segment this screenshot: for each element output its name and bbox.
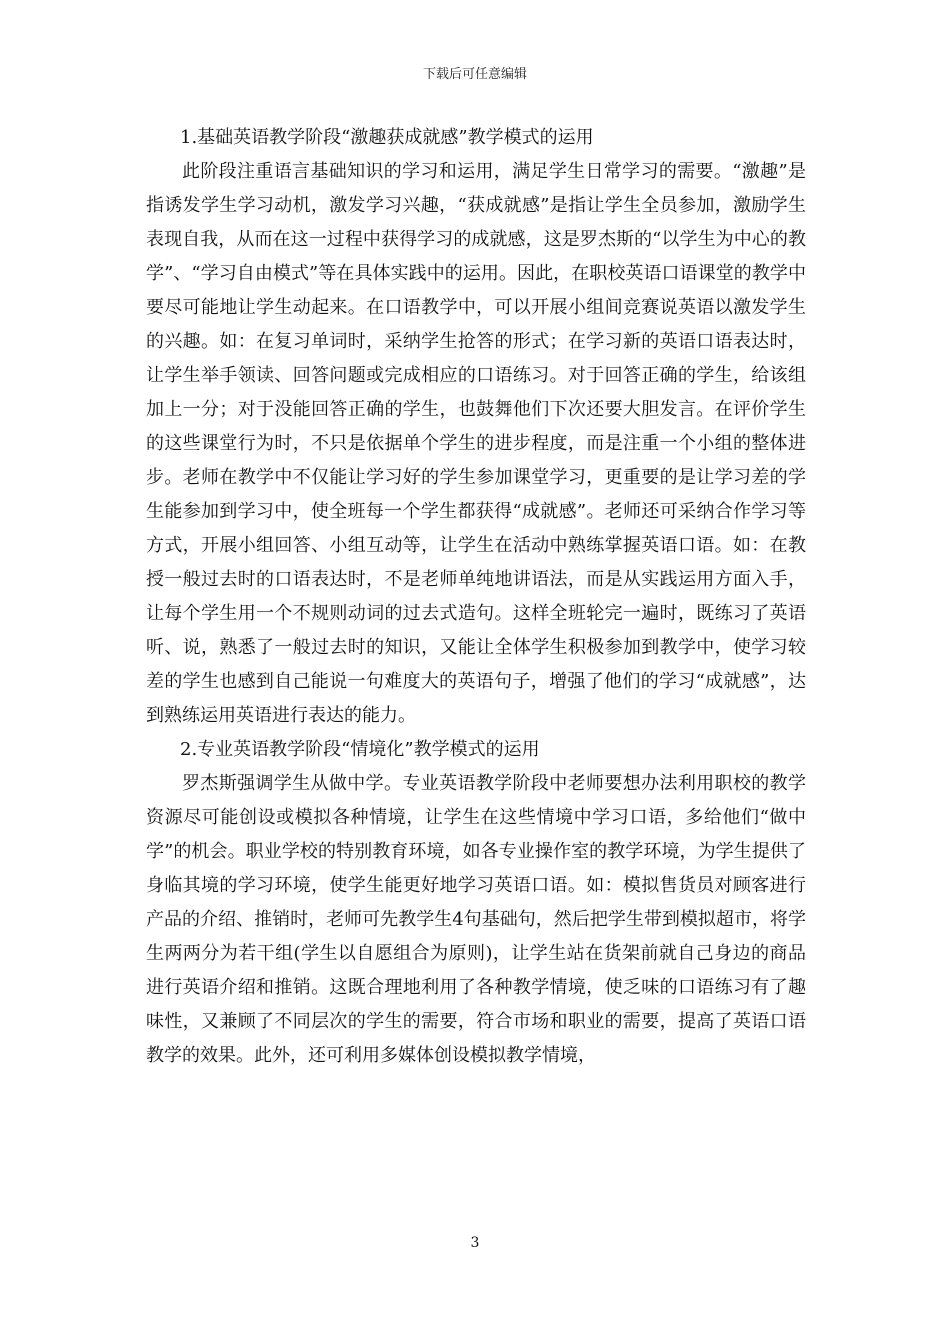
- section-heading-1: 1.基础英语教学阶段“激趣获成就感”教学模式的运用: [180, 127, 594, 148]
- page-number: 3: [470, 1235, 480, 1251]
- section-heading-2: 2.专业英语教学阶段“情境化”教学模式的运用: [180, 739, 540, 760]
- page-header: 下载后可任意编辑: [422, 67, 527, 82]
- section-paragraph-2: 罗杰斯强调学生从做中学。专业英语教学阶段中老师要想办法利用职校的教学资源尽可能创设或模拟各种情境，让学生在这些情境中学习口语，多给他们“做中学”的机会。职业学校的特别教育环境，如各专业操作室的教学环境，为学生提供了身临其境的学习环境，使学生能更好地学习英语口语。如：模拟售货员对顾客进行产品的介绍、推销时，老师可先教学生4句基础句，然后把学生带到模拟超市，将学生两两分为若干组(学生以自愿组合为原则)，让学生站在货架前就自己身边的商品进行英语介绍和推销。这既合理地利用了各种教学情境，使乏味的口语练习有了趣味性，又兼顾了不同层次的学生的需要，符合市场和职业的需要，提高了英语口语教学的效果。此外，还可利用多媒体创设模拟教学情境，: [146, 773, 806, 1066]
- document-body: [146, 121, 806, 1073]
- section-paragraph-1: 此阶段注重语言基础知识的学习和运用，满足学生日常学习的需要。“激趣”是指诱发学生学习动机，激发学习兴趣，“获成就感”是指让学生全员参加，激励学生表现自我，从而在这一过程中获得学习的成就感，这是罗杰斯的“以学生为中心的教学”、“学习自由模式”等在具体实践中的运用。因此，在职校英语口语课堂的教学中要尽可能地让学生动起来。在口语教学中，可以开展小组间竞赛说英语以激发学生的兴趣。如：在复习单词时，采纳学生抢答的形式；在学习新的英语口语表达时，让学生举手领读、回答问题或完成相应的口语练习。对于回答正确的学生，给该组加上一分；对于没能回答正确的学生，也鼓舞他们下次还要大胆发言。在评价学生的这些课堂行为时，不只是依据单个学生的进步程度，而是注重一个小组的整体进步。老师在教学中不仅能让学习好的学生参加课堂学习，更重要的是让学习差的学生能参加到学习中，使全班每一个学生都获得“成就感”。老师还可采纳合作学习等方式，开展小组回答、小组互动等，让学生在活动中熟练掌握英语口语。如：在教授一般过去时的口语表达时，不是老师单纯地讲语法，而是从实践运用方面入手，让每个学生用一个不规则动词的过去式造句。这样全班轮完一遍时，既练习了英语听、说，熟悉了一般过去时的知识，又能让全体学生积极参加到教学中，使学习较差的学生也感到自己能说一句难度大的英语句子，增强了他们的学习“成就感”，达到熟练运用英语进行表达的能力。: [146, 161, 806, 726]
